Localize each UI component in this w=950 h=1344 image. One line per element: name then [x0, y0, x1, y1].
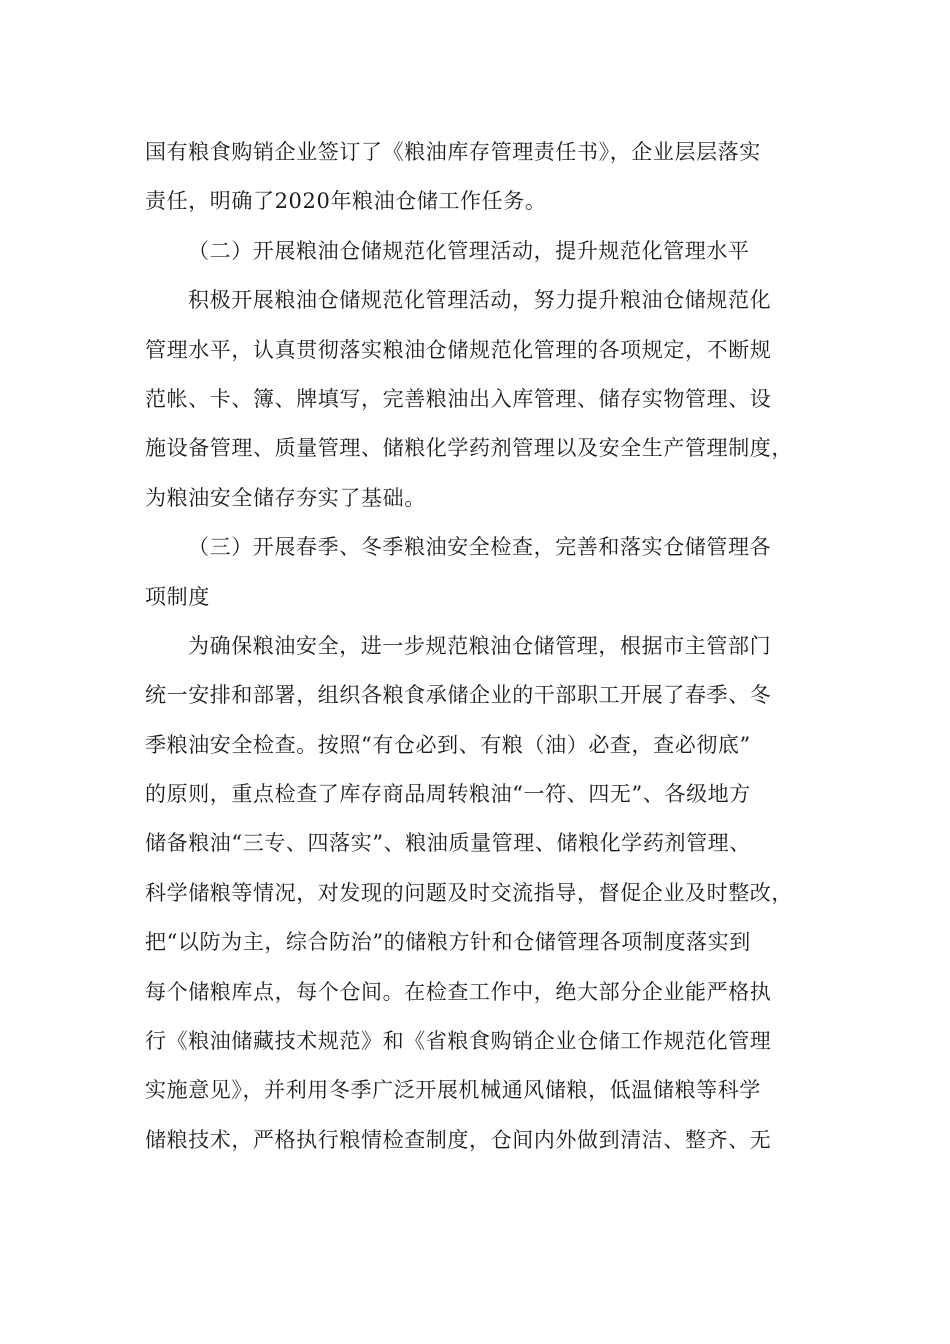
text-line: 季粮油安全检查。按照“有仓必到、有粮（油）必查，查必彻底” — [145, 732, 751, 757]
text-line: 管理水平，认真贯彻落实粮油仓储规范化管理的各项规定，不断规 — [145, 337, 772, 362]
text-line: 行《粮油储藏技术规范》和《省粮食购销企业仓储工作规范化管理 — [145, 1029, 772, 1054]
body-text — [145, 128, 805, 1165]
section-heading: （三）开展春季、冬季粮油安全检查，完善和落实仓储管理各 — [188, 535, 772, 560]
text-line: 实施意见》，并利用冬季广泛开展机械通风储粮，低温储粮等科学 — [145, 1078, 761, 1103]
section-heading-continued: 项制度 — [145, 584, 210, 609]
text-line: 为确保粮油安全，进一步规范粮油仓储管理，根据市主管部门 — [188, 633, 772, 658]
text-line: 科学储粮等情况，对发现的问题及时交流指导，督促企业及时整改， — [145, 880, 793, 905]
text-line: 每个储粮库点，每个仓间。在检查工作中，绝大部分企业能严格执 — [145, 979, 772, 1004]
text-line: 统一安排和部署，组织各粮食承储企业的干部职工开展了春季、冬 — [145, 683, 772, 708]
text-line: 积极开展粮油仓储规范化管理活动，努力提升粮油仓储规范化 — [188, 288, 772, 313]
text-line: 把“以防为主，综合防治”的储粮方针和仓储管理各项制度落实到 — [145, 930, 751, 955]
section-heading: （二）开展粮油仓储规范化管理活动，提升规范化管理水平 — [188, 238, 750, 263]
text-line: 施设备管理、质量管理、储粮化学药剂管理以及安全生产管理制度， — [145, 436, 793, 461]
text-line: 国有粮食购销企业签订了《粮油库存管理责任书》，企业层层落实 — [145, 140, 761, 164]
text-line: 责任，明确了2020年粮油仓储工作任务。 — [145, 189, 547, 214]
text-line: 储备粮油“三专、四落实”、粮油质量管理、储粮化学药剂管理、 — [145, 831, 751, 856]
text-line: 储粮技术，严格执行粮情检查制度，仓间内外做到清洁、整齐、无 — [145, 1127, 772, 1152]
text-line: 为粮油安全储存夯实了基础。 — [145, 485, 426, 510]
text-line: 的原则，重点检查了库存商品周转粮油“一符、四无”、各级地方 — [145, 782, 751, 807]
text-line: 范帐、卡、簿、牌填写，完善粮油出入库管理、储存实物管理、设 — [145, 386, 772, 411]
